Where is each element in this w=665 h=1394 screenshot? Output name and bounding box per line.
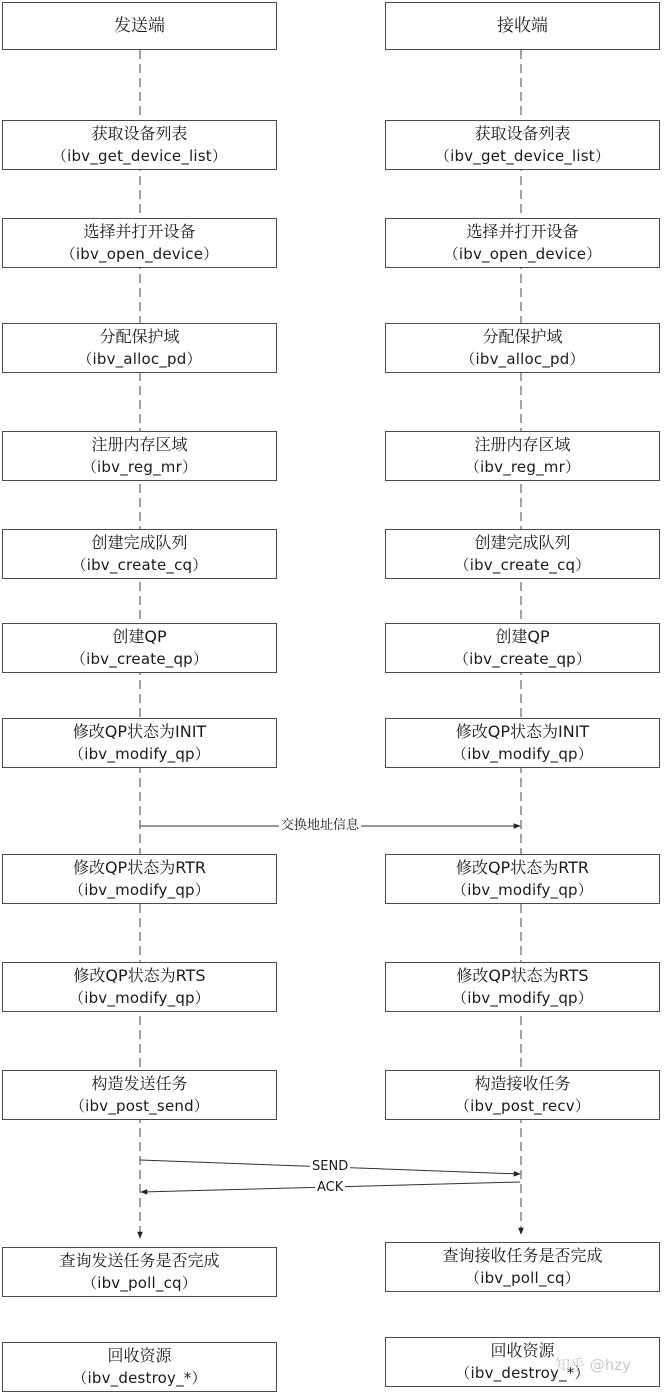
sender-step-destroy xyxy=(2,1342,277,1392)
receiver-step-modify-qp-rts xyxy=(385,962,660,1012)
step-call: （ibv_get_device_list） xyxy=(434,147,611,165)
sender-step-create-qp xyxy=(2,623,277,673)
receiver-step-modify-qp-rtr xyxy=(385,854,660,904)
step-call: （ibv_open_device） xyxy=(60,245,219,263)
receiver-step-post-recv xyxy=(385,1070,660,1120)
step-title: 查询发送任务是否完成 xyxy=(59,1251,220,1270)
step-title: 获取设备列表 xyxy=(91,124,188,143)
sender-step-create-cq xyxy=(2,529,277,579)
step-call: （ibv_reg_mr） xyxy=(81,458,198,476)
step-call: （ibv_alloc_pd） xyxy=(460,350,585,368)
receiver-step-reg-mr xyxy=(385,431,660,481)
step-title: 修改QP状态为RTS xyxy=(456,966,589,985)
step-call: （ibv_modify_qp） xyxy=(452,745,593,763)
step-call: （ibv_get_device_list） xyxy=(51,147,228,165)
step-title: 构造发送任务 xyxy=(91,1074,188,1093)
step-call: （ibv_create_cq） xyxy=(454,556,591,574)
exchange-label: 交换地址信息 xyxy=(281,818,360,833)
sender-step-modify-qp-rts xyxy=(2,962,277,1012)
step-call: （ibv_modify_qp） xyxy=(69,989,210,1007)
sender-step-reg-mr xyxy=(2,431,277,481)
step-title: 创建QP xyxy=(112,627,167,646)
step-title: 查询接收任务是否完成 xyxy=(442,1246,603,1265)
step-call: （ibv_post_send） xyxy=(69,1097,210,1115)
receiver-step-open-device xyxy=(385,218,660,268)
step-title: 修改QP状态为RTR xyxy=(455,858,590,877)
step-call: （ibv_reg_mr） xyxy=(464,458,581,476)
step-call: （ibv_destroy_*） xyxy=(72,1369,207,1387)
step-title: 修改QP状态为INIT xyxy=(72,722,207,741)
step-call: （ibv_alloc_pd） xyxy=(77,350,202,368)
step-title: 获取设备列表 xyxy=(474,124,571,143)
step-title: 选择并打开设备 xyxy=(466,222,579,241)
sender-step-post-send xyxy=(2,1070,277,1120)
step-call: （ibv_destroy_*） xyxy=(455,1364,590,1382)
step-title: 分配保护域 xyxy=(99,327,180,346)
receiver-step-alloc-pd xyxy=(385,323,660,373)
sender-step-open-device xyxy=(2,218,277,268)
sender-step-alloc-pd xyxy=(2,323,277,373)
step-call: （ibv_modify_qp） xyxy=(69,745,210,763)
step-title: 选择并打开设备 xyxy=(83,222,196,241)
step-call: （ibv_create_cq） xyxy=(71,556,208,574)
step-title: 修改QP状态为RTS xyxy=(73,966,206,985)
receiver-step-get-device-list xyxy=(385,120,660,170)
step-title: 创建完成队列 xyxy=(91,533,188,552)
step-title: 回收资源 xyxy=(490,1341,555,1360)
step-call: （ibv_modify_qp） xyxy=(69,881,210,899)
sender-step-modify-qp-init xyxy=(2,718,277,768)
step-title: 创建QP xyxy=(495,627,550,646)
step-title: 注册内存区域 xyxy=(91,435,188,454)
send-label: SEND xyxy=(312,1159,349,1174)
step-call: （ibv_poll_cq） xyxy=(82,1274,197,1292)
sender-step-poll-cq xyxy=(2,1247,277,1297)
sender-step-modify-qp-rtr xyxy=(2,854,277,904)
receiver-step-create-cq xyxy=(385,529,660,579)
sender-header xyxy=(2,2,277,50)
watermark-text: 知乎 @hzy xyxy=(555,1356,632,1374)
step-title: 修改QP状态为RTR xyxy=(72,858,207,877)
step-call: （ibv_poll_cq） xyxy=(465,1269,580,1287)
step-title: 修改QP状态为INIT xyxy=(455,722,590,741)
receiver-header xyxy=(385,2,660,50)
step-call: （ibv_create_qp） xyxy=(453,650,592,668)
step-call: （ibv_modify_qp） xyxy=(452,881,593,899)
receiver-step-modify-qp-init xyxy=(385,718,660,768)
step-title: 回收资源 xyxy=(107,1346,172,1365)
receiver-step-poll-cq xyxy=(385,1242,660,1292)
step-title: 分配保护域 xyxy=(482,327,563,346)
step-call: （ibv_open_device） xyxy=(443,245,602,263)
step-call: （ibv_post_recv） xyxy=(454,1097,591,1115)
step-call: （ibv_modify_qp） xyxy=(452,989,593,1007)
step-title: 注册内存区域 xyxy=(474,435,571,454)
step-call: （ibv_create_qp） xyxy=(70,650,209,668)
step-title: 构造接收任务 xyxy=(474,1074,571,1093)
receiver-header-label: 接收端 xyxy=(497,16,548,36)
sender-step-get-device-list xyxy=(2,120,277,170)
step-title: 创建完成队列 xyxy=(474,533,571,552)
ack-label: ACK xyxy=(317,1180,344,1195)
receiver-step-create-qp xyxy=(385,623,660,673)
sender-header-label: 发送端 xyxy=(114,16,165,36)
